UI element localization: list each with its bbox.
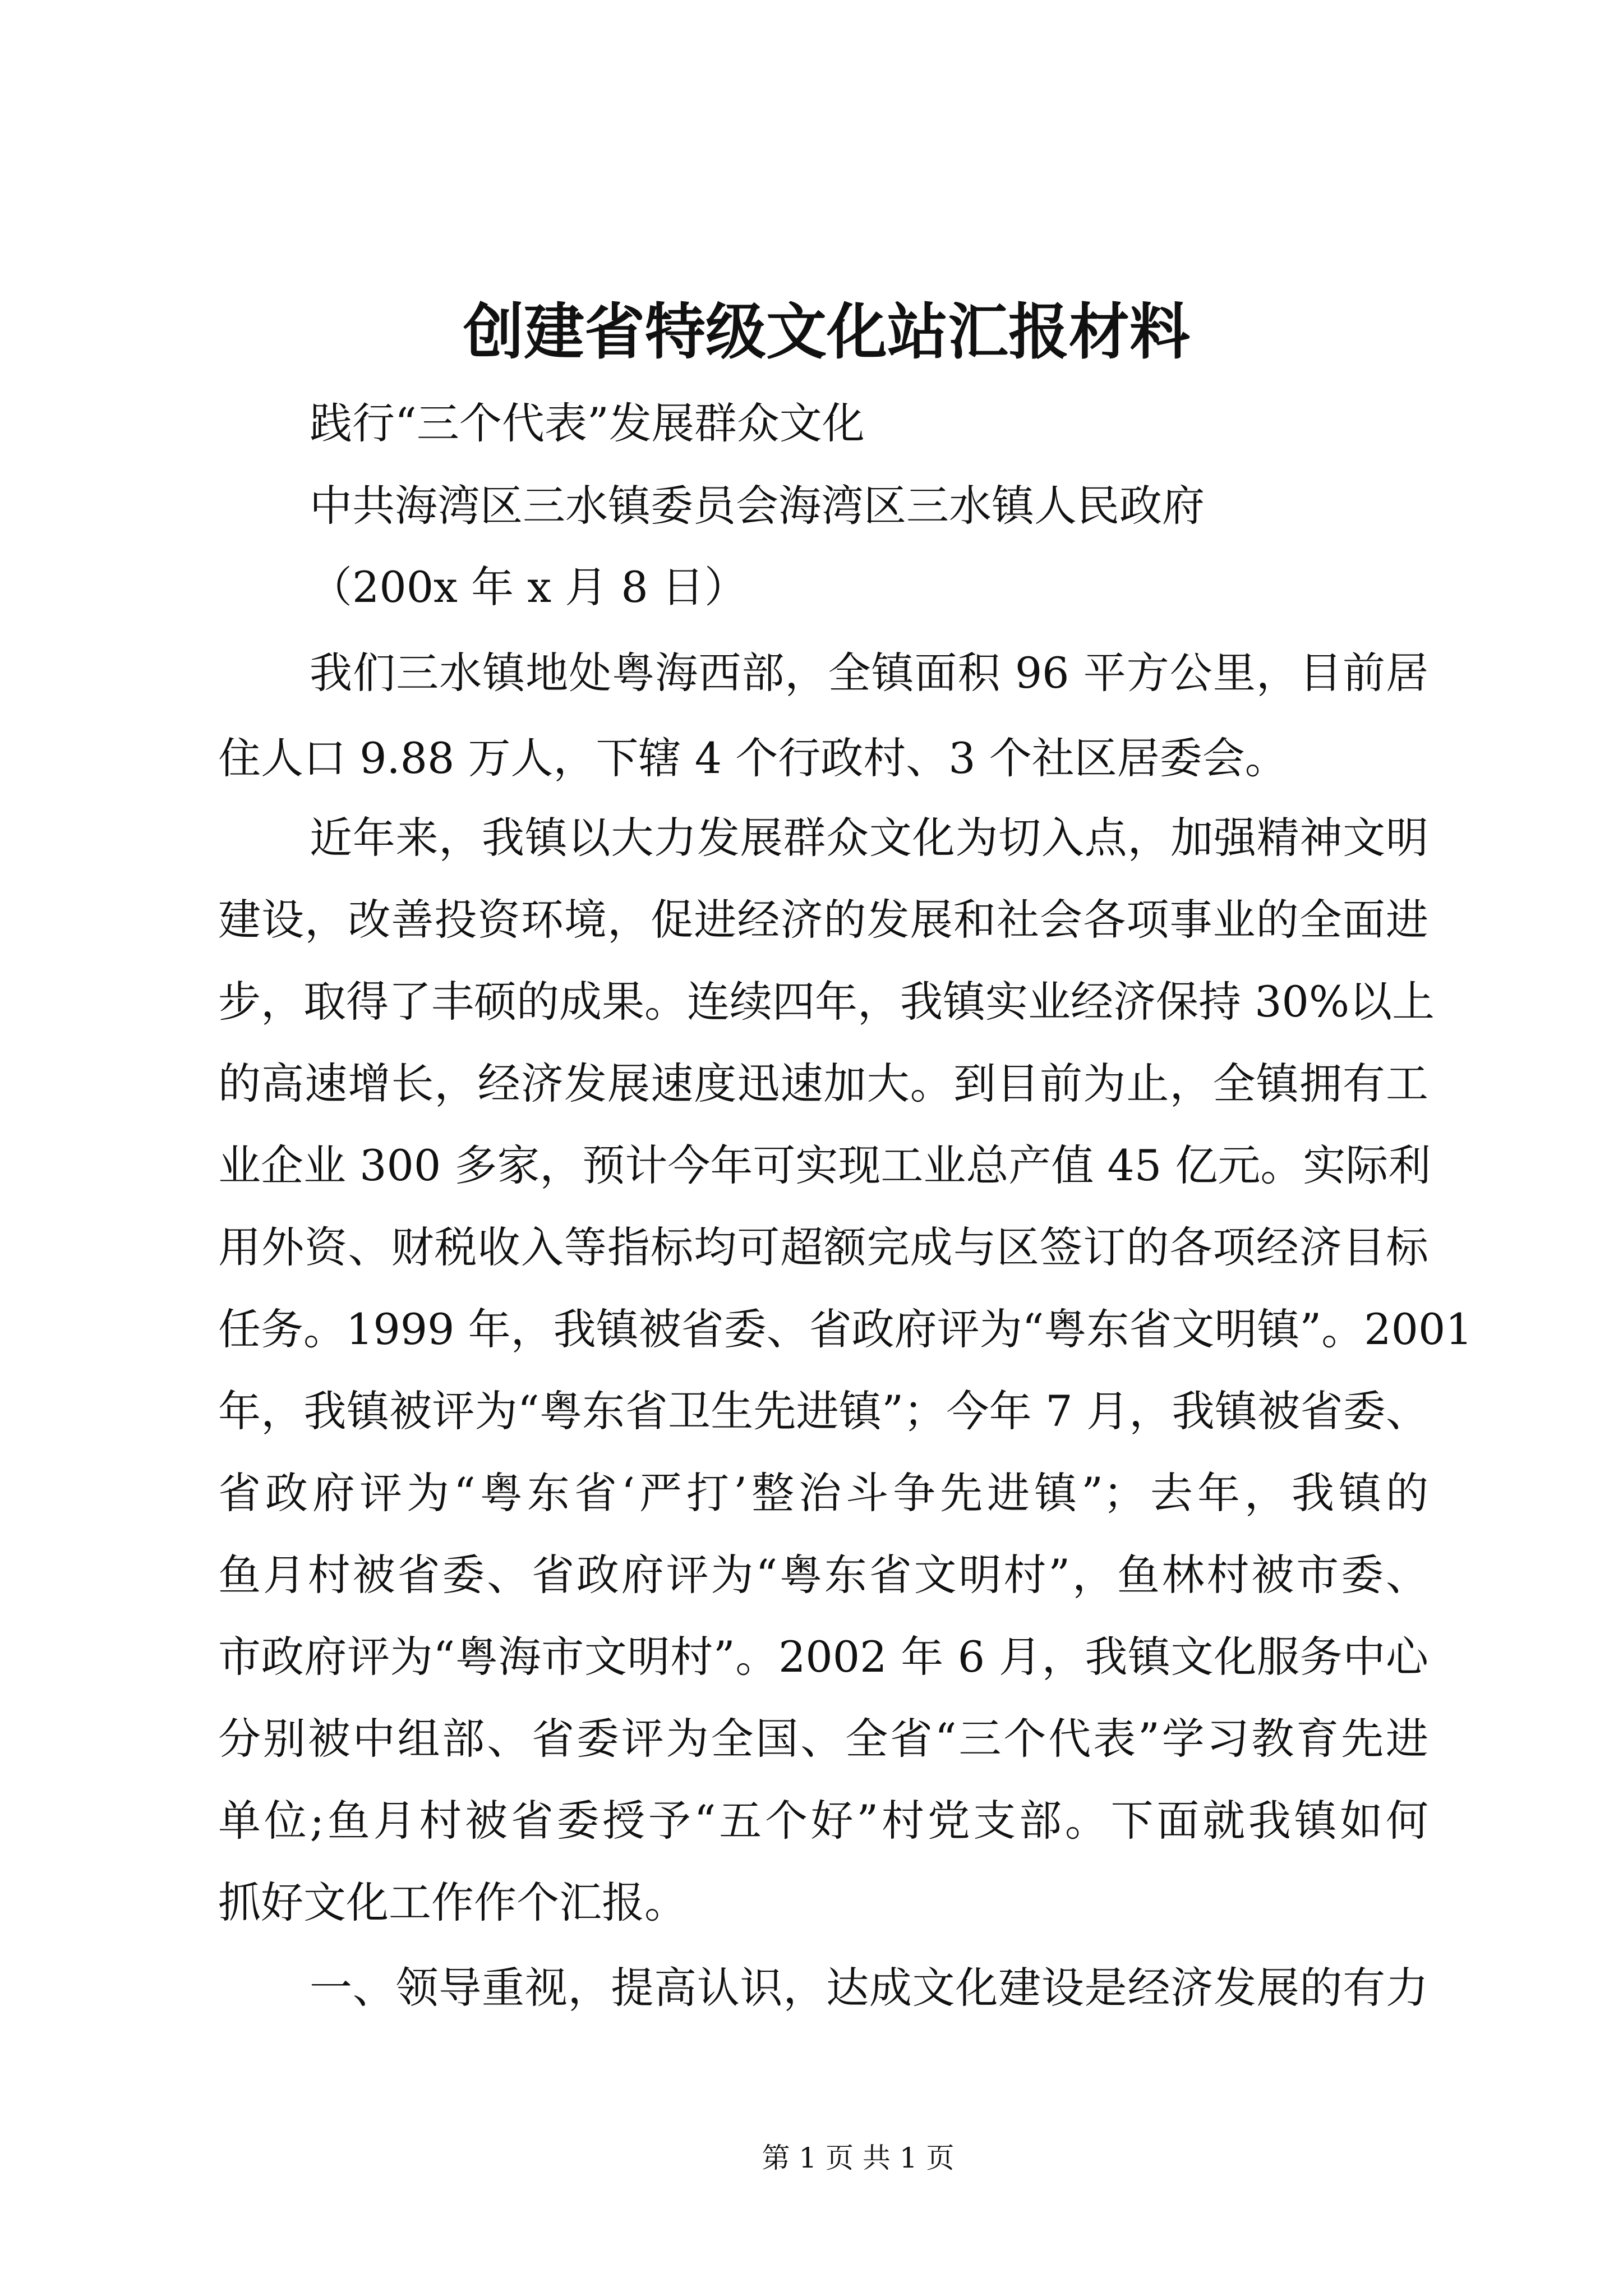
paragraph-line: 抓好文化工作作个汇报。	[218, 1878, 687, 1927]
paragraph-line: 单位;鱼月村被省委授予“五个好”村党支部。下面就我镇如何	[218, 1796, 1428, 1846]
document-title: 创建省特级文化站汇报材料	[463, 297, 1190, 367]
paragraph-line: 步，取得了丰硕的成果。连续四年，我镇实业经济保持 30%以上	[218, 977, 1435, 1027]
issuing-organization: 中共海湾区三水镇委员会海湾区三水镇人民政府	[310, 481, 1205, 531]
document-subtitle: 践行“三个代表”发展群众文化	[310, 398, 865, 448]
paragraph-line: 用外资、财税收入等指标均可超额完成与区签订的各项经济目标	[218, 1222, 1428, 1272]
paragraph-line: 建设，改善投资环境，促进经济的发展和社会各项事业的全面进	[218, 895, 1428, 945]
section-heading-line: 一、领导重视，提高认识，达成文化建设是经济发展的有力	[310, 1963, 1428, 2013]
paragraph-line: 年，我镇被评为“粤东省卫生先进镇”；今年 7 月，我镇被省委、	[218, 1386, 1428, 1436]
paragraph-line: 市政府评为“粤海市文明村”。2002 年 6 月，我镇文化服务中心	[218, 1632, 1428, 1682]
paragraph-line: 的高速增长，经济发展速度迅速加大。到目前为止，全镇拥有工	[218, 1059, 1428, 1108]
paragraph-line: 业企业 300 多家，预计今年可实现工业总产值 45 亿元。实际利	[218, 1140, 1431, 1190]
paragraph-line: 我们三水镇地处粤海西部，全镇面积 96 平方公里，目前居	[310, 648, 1428, 698]
paragraph-line: 任务。1999 年，我镇被省委、省政府评为“粤东省文明镇”。2001	[218, 1304, 1473, 1354]
paragraph-line: 鱼月村被省委、省政府评为“粤东省文明村”，鱼林村被市委、	[218, 1550, 1428, 1600]
paragraph-line: 省政府评为“粤东省‘严打’整治斗争先进镇”；去年，我镇的	[218, 1468, 1428, 1518]
page-footer: 第 1 页 共 1 页	[762, 2142, 955, 2174]
paragraph-line: 分别被中组部、省委评为全国、全省“三个代表”学习教育先进	[218, 1714, 1428, 1764]
paragraph-line: 近年来，我镇以大力发展群众文化为切入点，加强精神文明	[310, 813, 1428, 863]
paragraph-line: 住人口 9.88 万人，下辖 4 个行政村、3 个社区居委会。	[218, 733, 1288, 783]
document-date: （200x 年 x 月 8 日）	[310, 562, 747, 612]
